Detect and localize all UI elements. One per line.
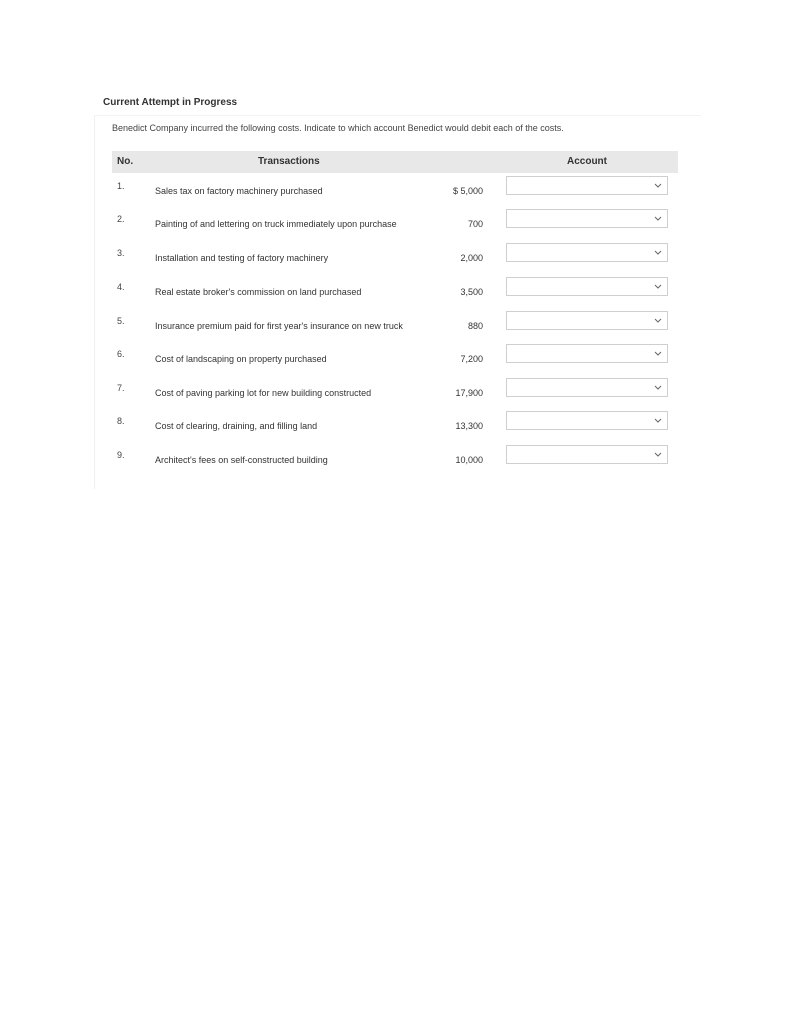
row-number: 8. [117,416,125,426]
account-select[interactable] [506,176,668,195]
transaction-amount: 3,500 [460,287,483,297]
chevron-down-icon [654,448,662,460]
transaction-amount: 17,900 [455,388,483,398]
column-header-account: Account [567,156,607,167]
row-number: 7. [117,383,125,393]
row-number: 3. [117,248,125,258]
chevron-down-icon [654,246,662,258]
transaction-description: Insurance premium paid for first year's insurance on new truck [155,321,403,331]
column-header-no: No. [117,156,134,167]
transaction-amount: $ 5,000 [452,186,483,196]
transaction-amount: 2,000 [460,253,483,263]
transaction-amount: 7,200 [460,354,483,364]
transaction-amount: 700 [467,219,483,229]
chevron-down-icon [654,179,662,191]
table-header [112,151,678,173]
chevron-down-icon [654,347,662,359]
account-select[interactable] [506,445,668,464]
column-header-transactions: Transactions [258,156,320,167]
chevron-down-icon [654,414,662,426]
transaction-description: Cost of clearing, draining, and filling land [155,421,318,431]
account-select[interactable] [506,344,668,363]
chevron-down-icon [654,381,662,393]
row-number: 2. [117,214,125,224]
row-number: 9. [117,450,125,460]
account-select[interactable] [506,277,668,296]
transaction-description: Real estate broker's commission on land purchased [155,287,362,297]
account-select[interactable] [506,243,668,262]
transaction-description: Painting of and lettering on truck immediately upon purchase [155,219,397,229]
row-number: 4. [117,282,125,292]
transaction-description: Cost of paving parking lot for new building constructed [155,388,372,398]
account-select[interactable] [506,378,668,397]
account-select[interactable] [506,311,668,330]
account-select[interactable] [506,209,668,228]
table-row [112,450,678,484]
question-instructions: Benedict Company incurred the following costs. Indicate to which account Benedict would debit each of the costs. [112,123,564,133]
transaction-description: Architect's fees on self-constructed building [155,455,328,465]
account-select[interactable] [506,411,668,430]
transaction-description: Installation and testing of factory machinery [155,253,329,263]
row-number: 5. [117,316,125,326]
chevron-down-icon [654,212,662,224]
chevron-down-icon [654,314,662,326]
row-number: 6. [117,349,125,359]
transaction-amount: 10,000 [455,455,483,465]
transaction-amount: 880 [467,321,483,331]
transaction-description: Sales tax on factory machinery purchased [155,186,323,196]
transaction-amount: 13,300 [455,421,483,431]
attempt-title: Current Attempt in Progress [103,97,238,108]
chevron-down-icon [654,280,662,292]
transaction-description: Cost of landscaping on property purchased [155,354,327,364]
row-number: 1. [117,181,125,191]
